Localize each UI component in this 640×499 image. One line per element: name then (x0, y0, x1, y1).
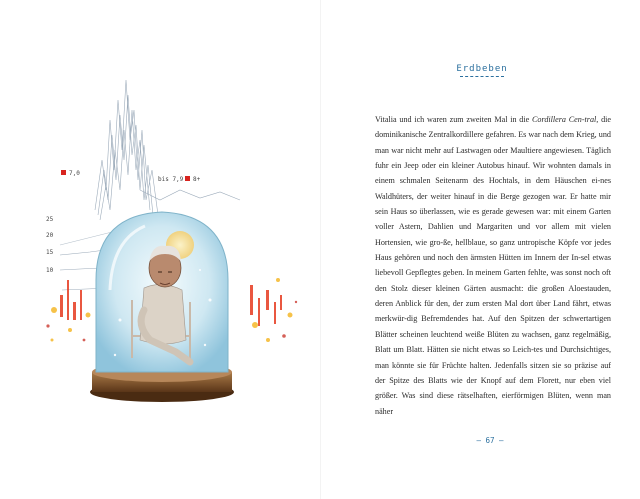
body-text-italic-place: Cordillera Cen-tral (531, 115, 597, 124)
annotation-2: bis 7,9 (158, 176, 184, 183)
body-paragraph (375, 112, 611, 419)
illustration-svg (40, 40, 320, 420)
page-number (460, 436, 520, 445)
chapter-title-text: Erdbeben (456, 64, 508, 74)
chapter-title-underline (460, 76, 504, 77)
body-text-start: Vitalia und ich waren zum zweiten Mal in die (375, 115, 532, 124)
folio-dash-left: – (476, 436, 481, 445)
annotation-1: 7,0 (69, 170, 80, 177)
snow-globe (90, 212, 234, 402)
annotation-7: 10 (46, 267, 54, 274)
annotation-5: 20 (46, 232, 54, 239)
annotation-4: 25 (46, 216, 54, 223)
page-gutter (320, 0, 321, 499)
folio-dash-right: – (499, 436, 504, 445)
body-text-rest: , die dominikanische Zentralkordillere gefahren. Es war nach dem Krieg, und man war nicht mehr auf Lastwagen oder Maultiere angewiesen. Täglich fuhr ein Jeep oder ein kleiner Autobus hinauf. Wir wohnten damals in einem schmalen Seitenarm des Hochtals, in dem Häuschen ei-nes Waldhüters, der weiter hinauf in die Berge gezogen war. Er hatte mir sein Haus so überlassen, wie es gerade gewesen war: mit einem Garten voller Astern, Dahlien und Margariten und vor allem mit vielen Hortensien, wie gro-ße, hellblaue, so ganz untropische Köpfe vor jedes Haus gehören und noch den ärmsten Hütten im Innern der In-sel etwas liebevoll Gepflegtes geben. In meinem Garten fehlte, was sonst noch oft den Stolz dieser kleinen Gärten ausmacht: die großen Aloestauden, deren Anblick für den, der zum ersten Mal dort über Land fährt, etwas merkwür-dig Befremdendes hat. Auf den Spitzen der schwertartigen Blätter scheinen leuchtend weiße Blüten zu wachsen, ganz regelmäßig, Blatt um Blatt. Hätten sie nicht etwas so Leich-tes und Durchsichtiges, man könnte sie für Früchte halten. Jedenfalls sitzen sie so präzise auf der Spitze des Blatts wie der Knopf auf dem Florett, nur eben viel größer. Was sind diese rätselhaften, eierförmigen Blüten, wenn man näher (375, 115, 611, 416)
chapter-title (360, 64, 604, 77)
annotation-3: 8+ (193, 176, 201, 183)
annotation-6: 15 (46, 249, 54, 256)
snow-globe-illustration (40, 40, 320, 420)
page-number-value: 67 (485, 436, 495, 445)
